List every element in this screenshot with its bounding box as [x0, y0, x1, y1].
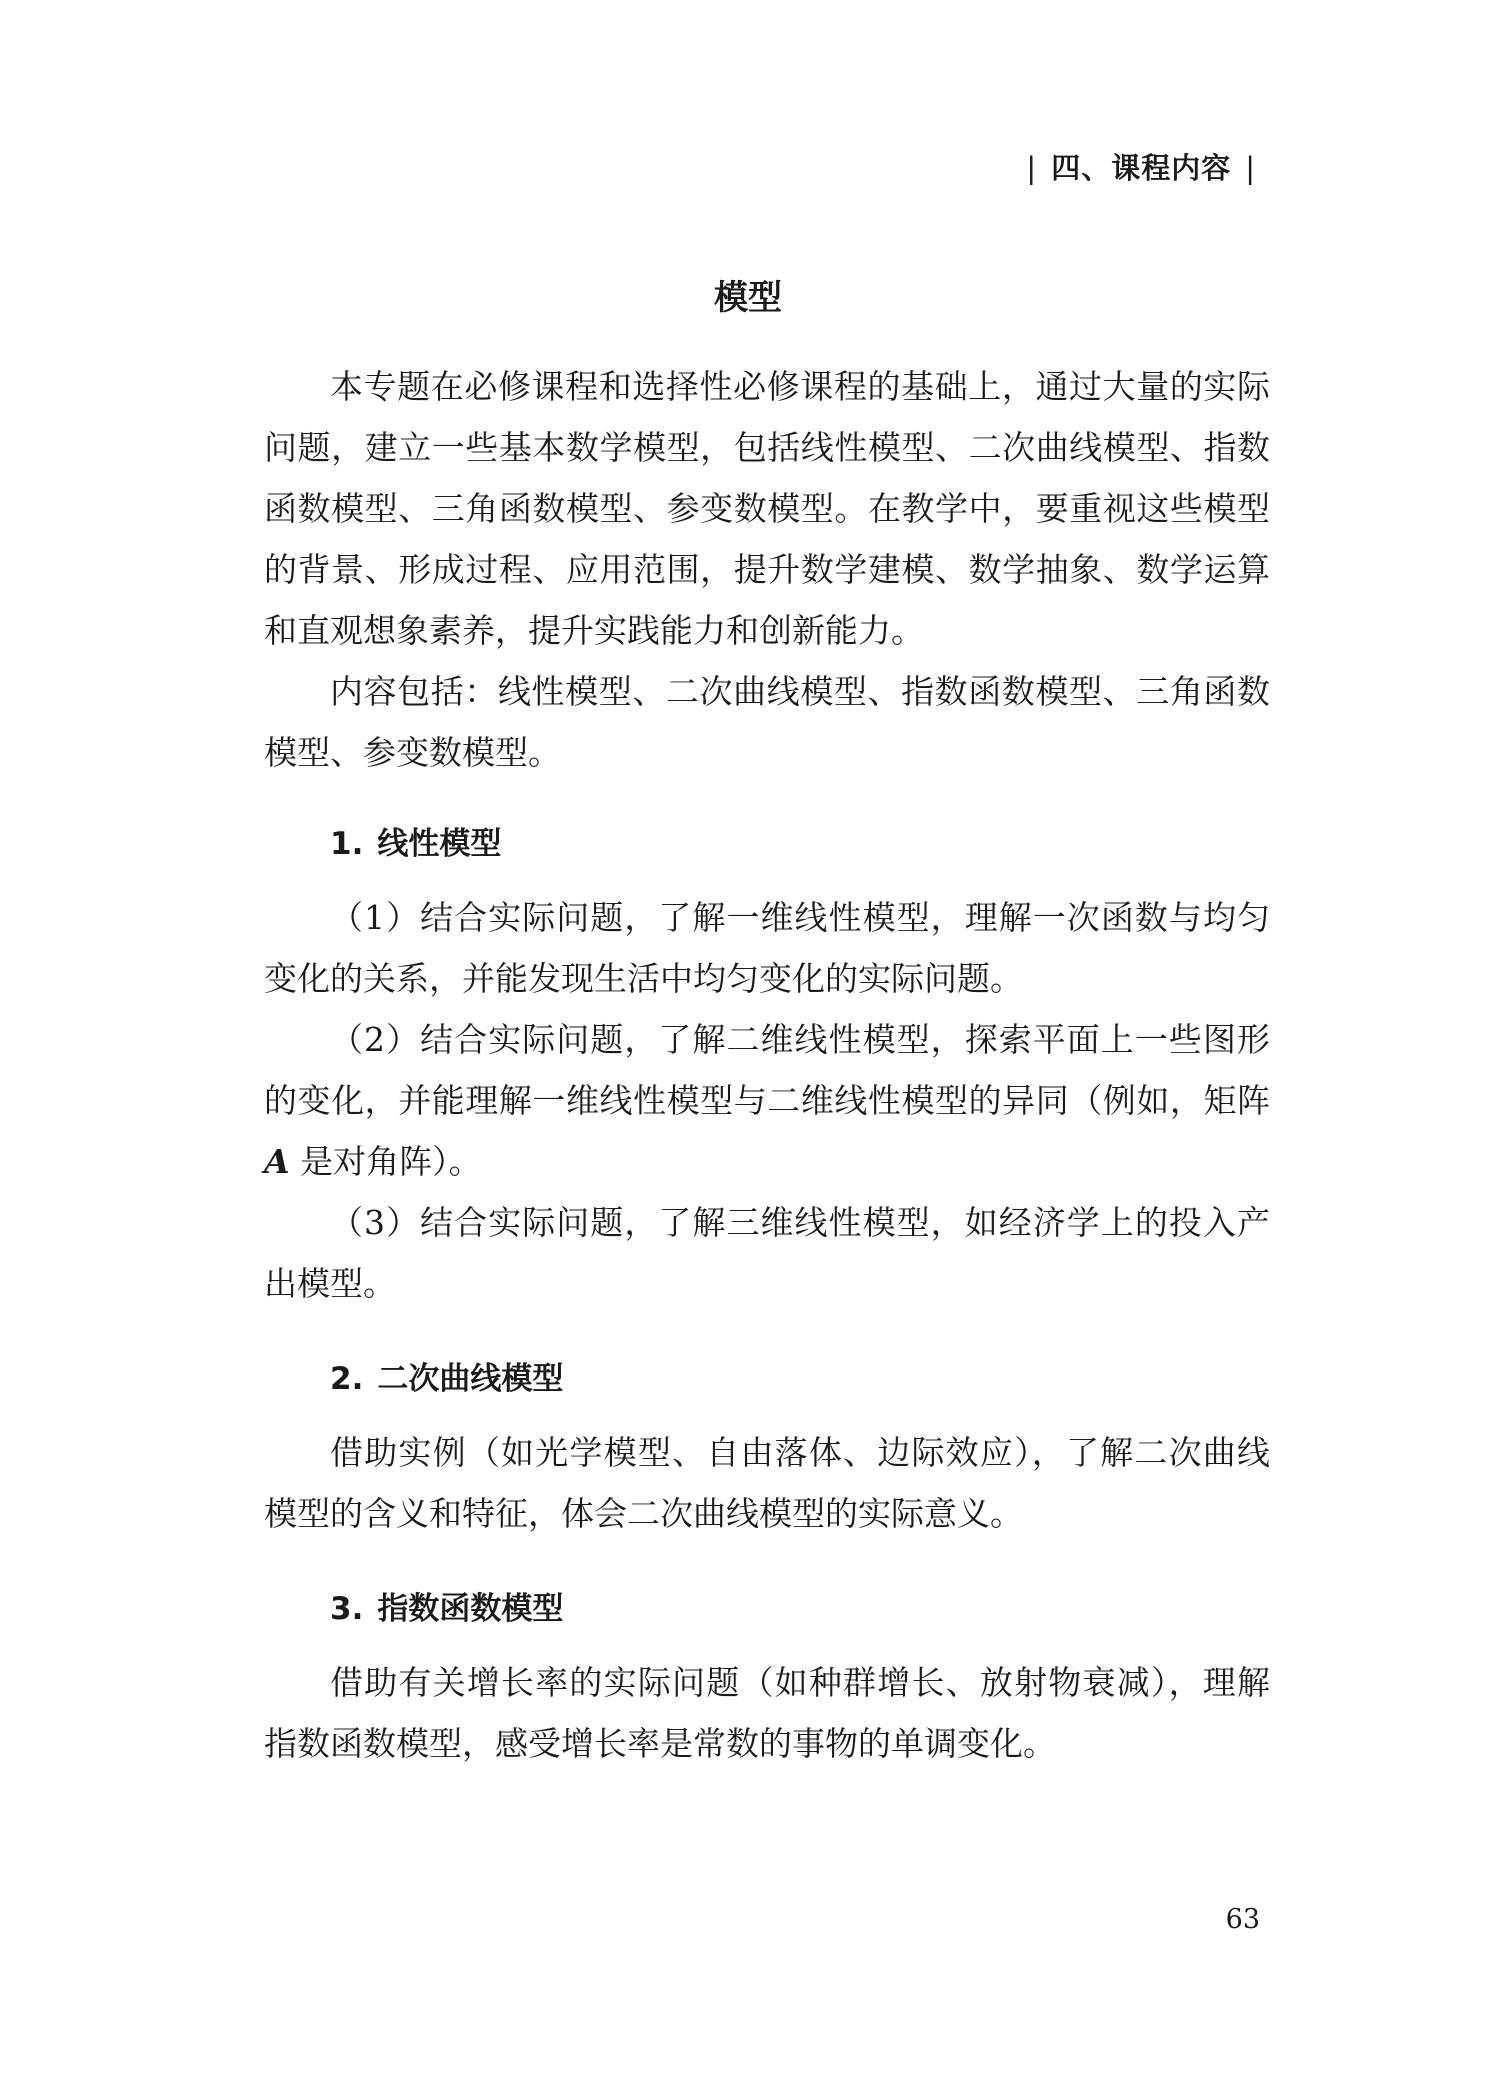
- section-title: 二次曲线模型: [377, 1361, 564, 1397]
- intro-paragraph: 内容包括：线性模型、二次曲线模型、指数函数模型、三角函数模型、参变数模型。: [264, 672, 1270, 772]
- section-paragraph: （1）结合实际问题，了解一维线性模型，理解一次函数与均匀变化的关系，并能发现生活中均匀变化的实际问题。: [264, 898, 1270, 998]
- header-divider: |: [1026, 151, 1038, 185]
- chapter-title: 四、课程内容: [1051, 151, 1232, 185]
- page-number: 63: [1225, 1904, 1260, 1935]
- body-text: [264, 356, 1270, 1774]
- paragraph-text: （2）结合实际问题，了解二维线性模型，探索平面上一些图形的变化，并能理解一维线性模型与二维线性模型的异同（例如，矩阵: [264, 1020, 1270, 1120]
- section-heading-linear-model: [264, 819, 1270, 869]
- section-title: 指数函数模型: [377, 1591, 564, 1627]
- section-number: 2.: [330, 1361, 364, 1397]
- section-paragraph: 借助有关增长率的实际问题（如种群增长、放射物衰减），理解指数函数模型，感受增长率是常数的事物的单调变化。: [264, 1663, 1270, 1763]
- header-divider: |: [1245, 151, 1256, 185]
- section-paragraph: [264, 1009, 1270, 1192]
- section-heading-exponential-model: [264, 1584, 1270, 1634]
- section-title: 线性模型: [377, 826, 502, 862]
- paragraph-text: 是对角阵）。: [289, 1142, 482, 1181]
- section-paragraph: （3）结合实际问题，了解三维线性模型，如经济学上的投入产出模型。: [264, 1203, 1270, 1303]
- section-paragraph: 借助实例（如光学模型、自由落体、边际效应），了解二次曲线模型的含义和特征，体会二次曲线模型的实际意义。: [264, 1433, 1270, 1533]
- intro-paragraph: 本专题在必修课程和选择性必修课程的基础上，通过大量的实际问题，建立一些基本数学模型，包括线性模型、二次曲线模型、指数函数模型、三角函数模型、参变数模型。在教学中，要重视这些模型的背景、形成过程、应用范围，提升数学建模、数学抽象、数学运算和直观想象素养，提升实践能力和创新能力。: [264, 367, 1270, 650]
- section-number: 3.: [330, 1591, 364, 1627]
- matrix-symbol: A: [264, 1142, 290, 1181]
- running-header: [1012, 146, 1270, 187]
- section-heading-quadratic-model: [264, 1354, 1270, 1404]
- page-title: 模型: [714, 278, 782, 318]
- section-number: 1.: [330, 826, 364, 862]
